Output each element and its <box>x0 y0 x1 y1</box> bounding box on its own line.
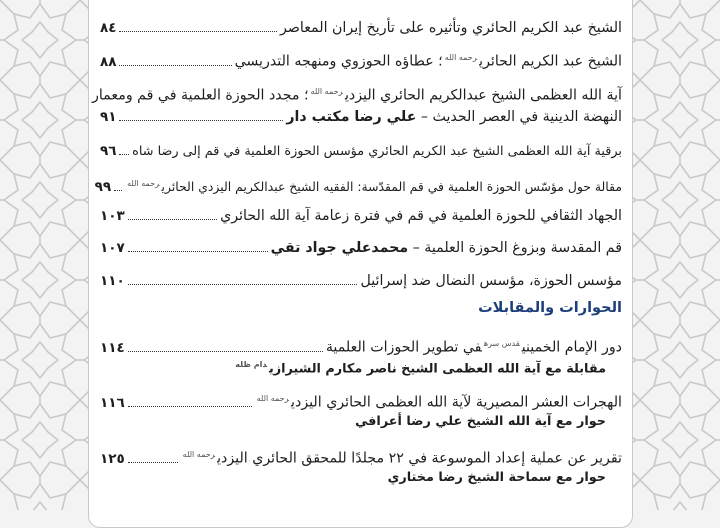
toc-entry-line1[interactable]: آية الله العظمى الشيخ عبدالكريم الحائري اليزدي$^{رحمه الله}$؛ مجدد الحوزة العلمية في قم ومعمار <box>92 87 622 104</box>
toc-entry[interactable] <box>96 18 622 38</box>
toc-page-number: ٨٤ <box>100 20 117 36</box>
toc-entry[interactable] <box>96 334 622 358</box>
toc-page-number: ١٠٣ <box>100 208 125 224</box>
toc-entry[interactable] <box>96 141 622 162</box>
toc-page-number: ١١٠ <box>100 273 125 289</box>
toc-entry-title: برقية آية الله العظمى الشيخ عبد الكريم الحائري مؤسس الحوزة العلمية في قم إلى رضا شاه <box>132 144 622 159</box>
table-of-contents <box>92 0 622 510</box>
toc-entry[interactable] <box>96 174 622 197</box>
toc-entry[interactable] <box>96 389 622 413</box>
toc-entry-title: الجهاد الثقافي للحوزة العلمية في قم في فترة زعامة آية الله الحائري <box>220 208 622 224</box>
toc-entry-line2[interactable]: النهضة الدينية في العصر الحديث – علي رضا مكتب دار ٩١ <box>96 107 622 127</box>
leader-dots <box>128 405 252 407</box>
toc-page-number: ٨٨ <box>100 53 117 70</box>
toc-entry[interactable] <box>96 271 622 291</box>
leader-dots <box>128 218 217 220</box>
toc-page-number: ٩١ <box>100 109 117 125</box>
toc-page-number: ١٠٧ <box>100 240 125 256</box>
toc-entry-subtitle: حوار مع سماحة الشيخ رضا مختاري <box>387 470 606 485</box>
toc-entry-subtitle: مقابلة مع آية الله العظمى الشيخ ناصر مكارم الشيرازي$^{دام ظله}$ <box>235 360 606 377</box>
toc-entry-author: علي رضا مكتب دار <box>286 109 417 125</box>
toc-entry-title: دور الإمام الخميني$^{قدس سره}$في تطوير الحوزات العلمية <box>325 339 622 356</box>
honorific-glyph: رحمه الله <box>127 179 160 188</box>
toc-page-number: ٩٦ <box>100 143 117 159</box>
toc-entry-subtitle: حوار مع آية الله الشيخ علي رضا أعرافي <box>355 414 606 429</box>
leader-dots <box>119 153 129 155</box>
toc-entry-title: الهجرات العشر المصيرية لآية الله العظمى الحائري اليزدي$^{رحمه الله}$ <box>256 394 622 411</box>
leader-dots <box>128 250 268 252</box>
toc-entry-title: قم المقدسة وبزوغ الحوزة العلمية – محمدعلي جواد تقي <box>270 240 622 256</box>
honorific-glyph: دام ظله <box>235 360 267 369</box>
honorific-glyph: رحمه الله <box>182 450 216 459</box>
toc-entry-title: مؤسس الحوزة، مؤسس النضال ضد إسرائيل <box>360 273 622 289</box>
leader-dots <box>119 119 283 121</box>
toc-entry-title: الشيخ عبد الكريم الحائري وتأثيره على تأريخ إيران المعاصر <box>280 20 622 36</box>
toc-page-number: ١٢٥ <box>100 450 125 467</box>
toc-page-number: ١١٤ <box>100 339 125 356</box>
toc-entry-author: محمدعلي جواد تقي <box>270 240 409 256</box>
honorific-glyph: قدس سره <box>483 339 520 348</box>
toc-entry-title: مقالة حول مؤسّس الحوزة العلمية في قم المقدّسة: الفقيه الشيخ عبدالكريم اليزدي الحائري$^{رحمه الله}$ <box>127 179 622 195</box>
leader-dots <box>128 283 358 285</box>
honorific-glyph: رحمه الله <box>444 53 478 62</box>
leader-dots <box>119 64 231 66</box>
toc-entry-title: تقرير عن عملية إعداد الموسوعة في ٢٢ مجلدًا للمحقق الحائري اليزدي$^{رحمه الله}$ <box>182 450 622 467</box>
toc-entry[interactable] <box>96 206 622 226</box>
leader-dots <box>119 30 277 32</box>
leader-dots <box>114 189 122 191</box>
toc-entry[interactable] <box>96 238 622 258</box>
toc-entry[interactable] <box>96 445 622 469</box>
toc-page-number: ١١٦ <box>100 394 125 411</box>
honorific-glyph: رحمه الله <box>310 87 343 96</box>
toc-entry-title: الشيخ عبد الكريم الحائري$^{رحمه الله}$؛ عطاؤه الحوزوي ومنهجه التدريسي <box>234 53 622 70</box>
leader-dots <box>128 461 178 463</box>
leader-dots <box>128 350 323 352</box>
toc-entry[interactable] <box>96 48 622 72</box>
honorific-glyph: رحمه الله <box>256 394 290 403</box>
section-heading: الحوارات والمقابلات <box>478 300 622 316</box>
toc-page-number: ٩٩ <box>94 179 112 196</box>
